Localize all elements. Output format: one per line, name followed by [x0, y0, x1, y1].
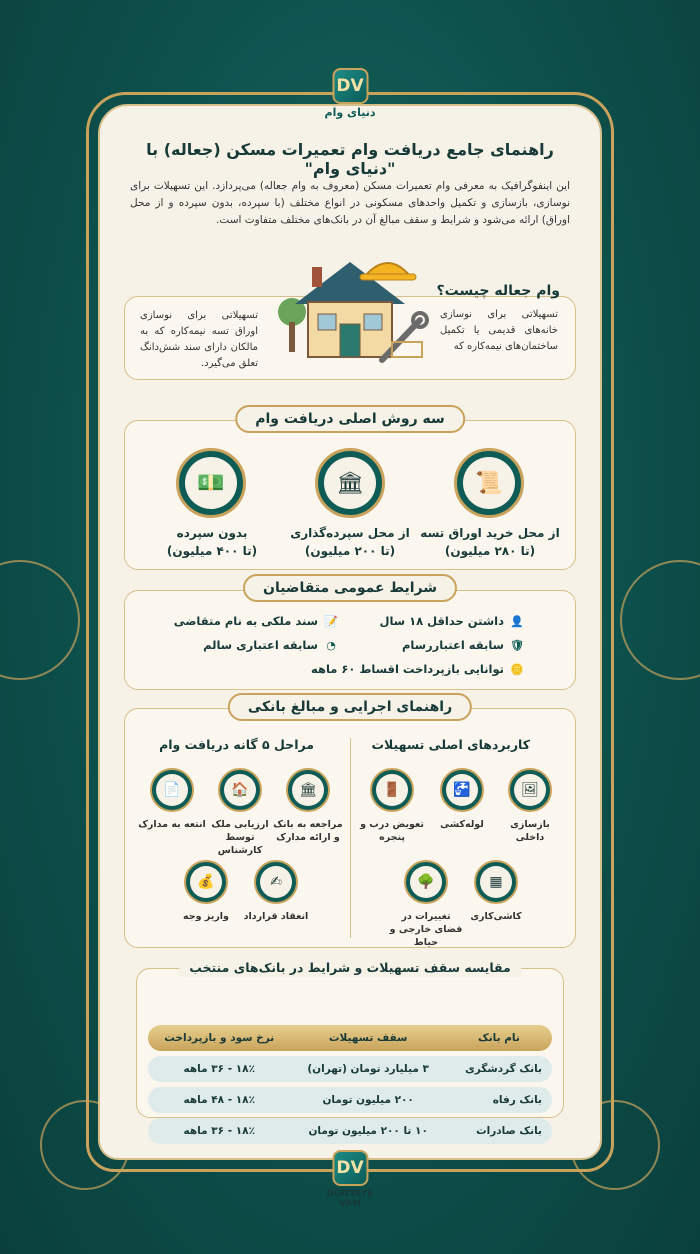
tiles-icon: ▦ — [480, 866, 512, 898]
shield-icon: 🛡 — [510, 638, 524, 652]
table-header-row — [148, 1025, 552, 1051]
use-label: کاشی‌کاری — [470, 911, 522, 922]
table-cell: ۱۸٪ - ۴۸ ماهه — [148, 1087, 291, 1113]
document-icon: 📝 — [324, 614, 338, 628]
uses-title: کاربردهای اصلی تسهیلات — [371, 737, 530, 752]
certificate-icon: 📜 — [463, 457, 515, 509]
bottom-logo — [326, 1150, 373, 1209]
step-label: انعقاد قرارداد — [243, 911, 309, 922]
money-bag-icon: 💰 — [190, 866, 222, 898]
gauge-icon: ◔ — [326, 638, 336, 652]
table-cell: بانک گردشگری — [446, 1056, 552, 1082]
money-hand-icon: 💵 — [185, 457, 237, 509]
use-circle — [440, 768, 484, 812]
table-cell: ۱۸٪ - ۳۶ ماهه — [148, 1056, 291, 1082]
condition-item: ◔ سابقه اعتباری سالم — [203, 638, 338, 652]
comparison-title: مقایسه سقف تسهیلات و شرایط در بانک‌های منتخب — [179, 958, 521, 977]
user-icon: 👤 — [510, 614, 524, 628]
house-icon: 🏠 — [224, 774, 256, 806]
top-logo — [325, 68, 376, 119]
table-header: نرخ سود و بازپرداخت — [148, 1025, 291, 1051]
use-label: لوله‌کشی — [440, 819, 484, 830]
what-title: وام جعاله چیست؟ — [436, 283, 560, 299]
conditions-title: شرایط عمومی متقاضیان — [243, 574, 457, 602]
use-circle — [404, 860, 448, 904]
method-label: از محل خرید اوراق تسه (تا ۲۸۰ میلیون) — [420, 526, 560, 558]
guide-title: راهنمای اجرایی و مبالغ بانکی — [228, 693, 472, 721]
step-circle — [218, 768, 262, 812]
contract-icon: ✍ — [260, 866, 292, 898]
condition-item: 👤 داشتن حداقل ۱۸ سال — [379, 614, 524, 628]
door-icon: 🚪 — [376, 774, 408, 806]
step-label: مراجعه به بانک و ارائه مدارک — [273, 819, 343, 843]
faucet-icon: 🚰 — [446, 774, 478, 806]
step-circle — [184, 860, 228, 904]
table-cell: بانک صادرات — [446, 1118, 552, 1144]
file-check-icon: 📄 — [156, 774, 188, 806]
table-cell: بانک رفاه — [446, 1087, 552, 1113]
logo-mark: DV — [332, 1150, 368, 1186]
interior-icon: 🖼 — [514, 774, 546, 806]
logo-text-en: DONYAYE VAM — [326, 1189, 374, 1209]
table-row — [148, 1118, 552, 1144]
step-circle — [150, 768, 194, 812]
steps-title: مراحل ۵ گانه دریافت وام — [159, 737, 314, 752]
table-header: سقف تسهیلات — [291, 1025, 446, 1051]
step-label: انتعه به مدارک — [138, 819, 206, 830]
methods-title: سه روش اصلی دریافت وام — [235, 405, 465, 433]
use-label: تعویض درب و پنجره — [360, 819, 424, 843]
step-circle — [254, 860, 298, 904]
method-circle — [454, 448, 524, 518]
page-title: راهنمای جامع دریافت وام تعمیرات مسکن (جعاله) با "دنیای وام" — [146, 140, 554, 178]
comparison-table — [148, 1020, 552, 1149]
use-circle — [370, 768, 414, 812]
coins-icon: 🪙 — [510, 662, 524, 676]
use-label: بازسازی داخلی — [510, 819, 550, 843]
condition-item: 📝 سند ملکی به نام متقاضی — [173, 614, 338, 628]
method-label: از محل سپرده‌گذاری (تا ۲۰۰ میلیون) — [290, 526, 410, 558]
method-label: بدون سپرده (تا ۴۰۰ میلیون) — [166, 526, 258, 558]
step-label: ارزیابی ملک توسط کارشناس — [211, 819, 269, 856]
use-circle — [474, 860, 518, 904]
bank-icon: 🏛 — [324, 457, 376, 509]
condition-item: 🛡 سابقه اعتباررسام — [401, 638, 524, 652]
use-circle — [508, 768, 552, 812]
table-cell: ۲۰۰ میلیون تومان — [291, 1087, 446, 1113]
table-row — [148, 1056, 552, 1082]
use-label: تغییرات در فضای خارجی و حیاط — [389, 911, 463, 948]
logo-mark: DV — [332, 68, 368, 104]
condition-item: 🪙 توانایی بازپرداخت اقساط ۶۰ ماهه — [311, 662, 524, 676]
method-circle — [315, 448, 385, 518]
method-circle — [176, 448, 246, 518]
table-header: نام بانک — [446, 1025, 552, 1051]
what-description-right: تسهیلاتی برای نوسازی خانه‌های قدیمی یا تکمیل ساختمان‌های نیمه‌کاره که — [440, 309, 558, 352]
table-cell: ۱۰ تا ۲۰۰ میلیون تومان — [291, 1118, 446, 1144]
step-circle — [286, 768, 330, 812]
house-icon — [270, 242, 430, 372]
intro-text: این اینفوگرافیک به معرفی وام تعمیرات مسکن (معروف به وام جعاله) می‌پردازد. این تسهیلات برای نوسازی، بازسازی و تکمیل واحدهای مسکونی در انواع مختلف (با سپرده، بدون سپرده و از محل اوراق) ارائه می‌شود و شرایط و سقف مبالغ آن در بانک‌های مختلف متفاوت است. — [130, 180, 570, 226]
table-cell: ۳ میلیارد تومان (تهران) — [291, 1056, 446, 1082]
logo-text: دنیای وام — [324, 106, 376, 119]
table-cell: ۱۸٪ - ۳۶ ماهه — [148, 1118, 291, 1144]
yard-icon: 🌳 — [410, 866, 442, 898]
table-row — [148, 1087, 552, 1113]
step-label: واریز وجه — [183, 911, 229, 922]
bank-icon: 🏛 — [292, 774, 324, 806]
what-description-left: تسهیلاتی برای نوسازی اوراق تسه نیمه‌کاره که به مالکان دارای سند شش‌دانگ تعلق می‌گیرد. — [140, 310, 258, 369]
divider — [350, 738, 351, 938]
